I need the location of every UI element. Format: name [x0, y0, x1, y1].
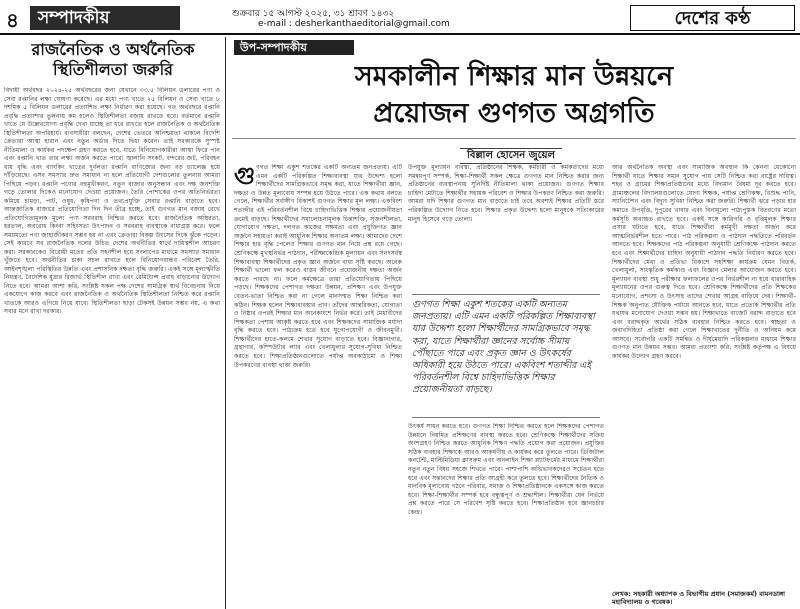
header-rule [0, 33, 800, 35]
sub-editorial-label: উপ-সম্পাদকীয় [234, 40, 354, 55]
headline-line-1: সমকালীন শিক্ষার মান উন্নয়নে [354, 61, 674, 92]
pull-quote: গুণগত শিক্ষা একুশ শতকের একটি অন্যতম জনপ্রত্যয়। এটি এমন একটি পরিকল্পিত শিক্ষাব্যবস্থা যার উদ্দেশ্য হলো শিক্ষার্থীদের সামগ্রিকভাবে সমৃদ্ধ করা, যাতে শিক্ষার্থীরা জ্ঞানের সর্বোচ্চ সীমায় পৌঁছাতে পারে এবং প্রকৃত জ্ঞান ও উৎকর্ষের অধিকারী হয়ে উঠতে পারে। একবিংশ শতাব্দীর এই পরিবর্তনশীল বিশ্বে চাহিদাভিত্তিক শিক্ষার প্রয়োজনীয়তা বাড়ছে। [412, 294, 600, 418]
newspaper-masthead: দেশের কণ্ঠ [630, 5, 795, 31]
article-column-1 [234, 164, 402, 604]
dateline: শুক্রবার ১৫ আগস্ট ২০২৫, ৩১ শ্রাবণ ১৪৩২ [232, 9, 395, 19]
column-divider [225, 37, 226, 609]
editorial-email: e-mail : desherkanthaeditorial@gmail.com [258, 19, 450, 29]
article-column-2: উপযুক্ত মূল্যায়ন ব্যবস্থা, প্রতিষ্ঠানের শিক্ষক, কর্মচারী ও কর্মকর্তাদের মধ্যে সমন্বয়পূর্ণ সম্পর্ক, শিক্ষা-শিক্ষার্থী সকল ক্ষেত্রে গুণগত মান নিশ্চিত করার জন্য প্রতিষ্ঠানের ব্যবস্থাপনায় সুনির্দিষ্ট নীতিমালা থাকা প্রয়োজন। গুণগত শিক্ষার চাহিদা মেটাতে শিক্ষার্থীর সহায়ক পরিবেশ ও শিক্ষার উপকরণ নিশ্চিত করা জরুরি। আমরা যদি শিক্ষার গুণগত মান বাড়াতে চাই তবে অবশ্যই শিক্ষার প্রতিটি স্তরে পরিকল্পিত উদ্যোগ নিতে হবে। শিক্ষার প্রকৃত উদ্দেশ্য হলো মানুষকে সত্যিকারের মানুষ হিসেবে গড়ে তোলা। [408, 164, 604, 223]
author-note: লেখক: সহকারী অধ্যাপক ও বিভাগীয় প্রধান (সমাজকর্ম) বামনডাঙ্গা মহাবিদ্যালয় ও গবেষক। [612, 590, 786, 606]
drop-cap: গু [234, 162, 256, 190]
article-headline [236, 58, 792, 132]
article-column-3: আর অর্থনৈতিক অবস্থা এবং সামাজিক অবস্থান কি কেননা যেকোনো শিক্ষার্থী যাতে শিক্ষার সমান সুযোগ পায় সেটি নিশ্চিত করা রাষ্ট্রের দায়িত্ব। শহর ও গ্রামের শিক্ষাপ্রতিষ্ঠানের মধ্যে বিদ্যমান বৈষম্য দূর করতে হবে। গ্রামাঞ্চলের বিদ্যালয়গুলোতে যোগ্য শিক্ষক, পর্যাপ্ত শ্রেণিকক্ষ, বিশুদ্ধ পানি, স্যানিটেশন এবং বিদ্যুৎ সুবিধা নিশ্চিত করা জরুরি। শিক্ষার্থী ঝরে পড়ার হার কমাতে উপবৃত্তি, দুপুরের খাবার এবং বিনামূল্যে পাঠ্যপুস্তক বিতরণের মতো কর্মসূচি অব্যাহত রাখতে হবে। একই সঙ্গে কারিগরি ও বৃত্তিমূলক শিক্ষার প্রসার ঘটাতে হবে, যাতে শিক্ষার্থীরা কর্মমুখী দক্ষতা অর্জন করে আত্মনির্ভরশীল হতে পারে। পাঠ পরিকল্পনা ও পাঠদান পদ্ধতিতে পরিবর্তন আনতে হবে। শিক্ষকদের পাঠ পরিকল্পনা অনুযায়ী শ্রেণিকক্ষে পাঠদান করতে হবে এবং শিক্ষার্থীদের চাহিদা অনুযায়ী পাঠদান পদ্ধতি নির্ধারণ করতে হবে। শিক্ষার্থীদের মেধা ও প্রতিভা বিকাশে সহশিক্ষা কার্যক্রম যেমন বিতর্ক, খেলাধুলা, সাংস্কৃতিক কর্মকাণ্ড এবং বিজ্ঞান মেলার আয়োজন করতে হবে। মূল্যায়ন ব্যবস্থা শুধু পরীক্ষার ফলাফলের ওপর নির্ভরশীল না হয়ে ধারাবাহিক মূল্যায়নের ওপর গুরুত্ব দিতে হবে। শ্রেণিকক্ষে শিক্ষার্থীদের প্রতি শিক্ষকের মনোযোগ, প্রশংসা ও উৎসাহ তাদের শেখার আগ্রহ বাড়িয়ে দেয়। শিক্ষার্থী-শিক্ষক অনুপাত যৌক্তিক পর্যায়ে আনতে হবে, যাতে প্রত্যেক শিক্ষার্থীর প্রতি যথাযথ মনোযোগ দেওয়া সম্ভব হয়। শিক্ষাখাতে বাজেট বরাদ্দ বাড়াতে হবে এবং বরাদ্দকৃত অর্থের সঠিক ব্যবহার নিশ্চিত করতে হবে। স্বচ্ছতা ও জবাবদিহিতা প্রতিষ্ঠা করা গেলে শিক্ষাখাতের দুর্নীতি ও অনিয়ম কমে আসবে। সর্বোপরি একটি সমন্বিত ও দীর্ঘমেয়াদি পরিকল্পনার মাধ্যমে শিক্ষার গুণগত মান উন্নয়ন সম্ভব। আমরা প্রত্যাশা করি, সংশ্লিষ্ট কর্তৃপক্ষ এ বিষয়ে কার্যকর উদ্যোগ গ্রহণ করবে। [612, 164, 796, 361]
author-byline: বিল্লাল হোসেন জুয়েল [460, 148, 562, 164]
editorial-body: বিদায়ী অর্থবছর ২০২৪-২৫ অর্থবছরের জন্য যেখানে ৩৩.৫ বিলিয়ন ডলারের পণ্য ও সেবা রপ্তানির লক্ষ্য ঘোষণা করেছে। এর মধ্যে পণ্য খাতে ২৫ বিলিয়ন ও সেবা খাতে ৮ দশমিক ৫ বিলিয়ন ডলারের প্রত্যাশিত লক্ষ্য নির্ধারণ করা হয়েছে। গত অর্থবছরে রপ্তানি প্রবৃদ্ধি প্রত্যাশার তুলনায় কম হলেও স্থিতিশীলতা বজায় রাখতে হবে। বর্তমানে রপ্তানি খাতে যে উল্লেখযোগ্য প্রবৃদ্ধি দেখা যাচ্ছে তা ধরে রাখতে হলে রাজনৈতিক ও অর্থনৈতিক স্থিতিশীলতা অপরিহার্য। ব্যবসায়ীরা বলছেন, দেশের ভেতরে অনিশ্চয়তা থাকলে বিদেশি ক্রেতারা আস্থা হারান এবং নতুন অর্ডার দিতে দ্বিধা করেন। তাই সরকারকে সুস্পষ্ট নীতিমালা ও কার্যকর পদক্ষেপ গ্রহণ করতে হবে, যাতে বিনিয়োগকারীরা আস্থা ফিরে পান এবং রপ্তানি খাত তার লক্ষ্য অর্জন করতে পারে। জ্বালানি সংকট, বন্দরের জট, পরিবহন ব্যয় বৃদ্ধি এবং ব্যাংকিং খাতের দুর্বলতা রপ্তানি বাণিজ্যের জন্য বড় চ্যালেঞ্জ হয়ে দাঁড়িয়েছে। এসব সমস্যার দ্রুত সমাধান না হলে প্রতিযোগী দেশগুলোর তুলনায় আমরা পিছিয়ে পড়ব। রপ্তানি পণ্যের বহুমুখীকরণ, নতুন বাজার অনুসন্ধান এবং দক্ষ জনশক্তি গড়ে তোলার দিকেও মনোযোগ দেওয়া প্রয়োজন। তৈরি পোশাকের ওপর অতিনির্ভরতা কমিয়ে চামড়া, পাট, ওষুধ, কৃষিপণ্য ও তথ্যপ্রযুক্তি সেবার রপ্তানি বাড়াতে হবে। আন্তর্জাতিক বাজারে প্রতিযোগিতা দিন দিন তীব্র হচ্ছে, তাই গুণগত মান বজায় রেখে প্রতিযোগিতামূলক মূল্যে পণ্য সরবরাহ নিশ্চিত করতে হবে। রাজনৈতিক অস্থিরতা, হরতাল, অবরোধ কিংবা সহিংসতা উৎপাদন ও সরবরাহ ব্যবস্থাকে বাধাগ্রস্ত করে। ফলে সময়মতো পণ্য জাহাজীকরণ সম্ভব হয় না এবং ক্রেতারা বিকল্প উৎসের দিকে ঝুঁকে পড়েন। সেই কারণে সব রাজনৈতিক দলের উচিত দেশের অর্থনীতির স্বার্থে দায়িত্বশীল আচরণ করা। সরকারকেও বিরোধী মতের প্রতি সহনশীল হয়ে সংলাপের মাধ্যমে সমস্যার সমাধান খুঁজতে হবে। অর্থনীতির চাকা সচল রাখতে হলে বিনিয়োগবান্ধব পরিবেশ তৈরি, আইনশৃঙ্খলা পরিস্থিতির উন্নতি এবং প্রশাসনিক দক্ষতা বৃদ্ধি জরুরি। একই সঙ্গে মূল্যস্ফীতি নিয়ন্ত্রণ, বৈদেশিক মুদ্রার রিজার্ভ স্থিতিশীল রাখা এবং রেমিট্যান্স প্রবাহ বাড়ানোর উদ্যোগ নিতে হবে। আমরা আশা করি, সংশ্লিষ্ট সকল পক্ষ দেশের সামগ্রিক স্বার্থ বিবেচনায় নিয়ে একযোগে কাজ করবে এবং রাজনৈতিক ও অর্থনৈতিক স্থিতিশীলতা নিশ্চিত করে রপ্তানি খাতকে আরও এগিয়ে নিয়ে যাবে। স্থিতিশীলতা ছাড়া টেকসই উন্নয়ন সম্ভব নয়, এ কথা সবার মনে রাখা দরকার। [4, 87, 220, 315]
headline-line-2: প্রয়োজন গুণগত অগ্রগতি [373, 98, 655, 129]
headline-rule [232, 138, 796, 139]
section-title: সম্পাদকীয় [30, 6, 180, 30]
page-number: ৪ [6, 8, 19, 32]
article-column-2-continued: উৎকর্ষ সাধন করতে হবে। গুণগত শিক্ষা নিশ্চিত করতে হলে শিক্ষকদের পেশাগত উন্নয়নে নিয়মিত প্রশিক্ষণের ব্যবস্থা করতে হবে। শ্রেণিকক্ষে শিক্ষার্থীদের সক্রিয় অংশগ্রহণ নিশ্চিত করতে আধুনিক শিক্ষণ পদ্ধতি প্রয়োগ করা প্রয়োজন। প্রযুক্তির সঠিক ব্যবহার শিক্ষাকে আরও আকর্ষণীয় ও কার্যকর করে তুলতে পারে। ডিজিটাল কনটেন্ট, মাল্টিমিডিয়া ক্লাসরুম এবং অনলাইন শিক্ষা প্ল্যাটফর্মের মাধ্যমে শিক্ষার্থীরা নতুন নতুন বিষয় সহজে শিখতে পারে। পাশাপাশি অভিভাবকদেরও সচেতন হতে হবে এবং সন্তানদের শিক্ষার প্রতি আগ্রহী করে তুলতে হবে। শিক্ষার্থীদের নৈতিক ও মানবিক মূল্যবোধ গঠনে পরিবার, সমাজ ও শিক্ষাপ্রতিষ্ঠানকে একসঙ্গে কাজ করতে হবে। শিক্ষা-শিক্ষার্থীর সম্পর্ক হবে বন্ধুত্বপূর্ণ ও শ্রদ্ধাশীল। শিক্ষার্থীরা যেন নির্ভয়ে প্রশ্ন করতে পারে সে পরিবেশ সৃষ্টি করতে হবে। শিক্ষাপ্রতিষ্ঠান হবে জ্ঞানচর্চার কেন্দ্র। [408, 423, 604, 516]
editorial-title: রাজনৈতিক ও অর্থনৈতিক স্থিতিশীলতা জরুরি [31, 40, 195, 79]
article-column-1-text: ণগত শিক্ষা একুশ শতকের একটি অন্যতম জনপ্রত্যয়। এটি এমন একটি পরিকল্পিত শিক্ষাব্যবস্থা যার উদ্দেশ্য হলো শিক্ষার্থীদের সামগ্রিকভাবে সমৃদ্ধ করা, যাতে শিক্ষার্থীরা জ্ঞান, দক্ষতা ও উন্নত মূল্যবোধ সম্পন্ন হয়ে উঠতে পারে। এক কথায় বলতে গেলে, শিক্ষার্থীর সর্বাঙ্গীণ বিকাশই গুণগত শিক্ষার মূল লক্ষ্য। একবিংশ শতাব্দীর এই পরিবর্তনশীল বিশ্বে চাহিদাভিত্তিক শিক্ষার প্রয়োজনীয়তা ক্রমেই বাড়ছে। শিক্ষার্থীদের সমালোচনামূলক চিন্তাশক্তি, সৃজনশীলতা, যোগাযোগ দক্ষতা, দলগত কাজের সক্ষমতা এবং প্রযুক্তিগত জ্ঞান অর্জনে সহায়তা করাই আধুনিক শিক্ষার অন্যতম লক্ষ্য। আমাদের দেশে শিক্ষার হার বৃদ্ধি পেলেও শিক্ষার গুণগত মান নিয়ে প্রশ্ন রয়ে গেছে। শ্রেণিকক্ষে মুখস্থনির্ভর পাঠদান, পরীক্ষাকেন্দ্রিক মূল্যায়ন এবং সনদসর্বস্ব শিক্ষাব্যবস্থা শিক্ষার্থীদের প্রকৃত জ্ঞান অর্জনে বাধা সৃষ্টি করছে। অনেক শিক্ষার্থী ভালো ফল করেও বাস্তব জীবনে প্রয়োজনীয় দক্ষতা অর্জন করতে পারছে না। ফলে কর্মক্ষেত্রে তারা প্রতিযোগিতায় পিছিয়ে পড়ছে। শিক্ষকদের পেশাগত দক্ষতা উন্নয়ন, প্রশিক্ষণ এবং উপযুক্ত বেতন-ভাতা নিশ্চিত করা না গেলে মানসম্মত শিক্ষা নিশ্চিত করা কঠিন। শিক্ষক হলেন শিক্ষাব্যবস্থার প্রাণ। তাঁদের আন্তরিকতা, যোগ্যতা ও নিষ্ঠার ওপরই শিক্ষার মান অনেকাংশে নির্ভর করে। তাই মেধাবীদের শিক্ষকতা পেশায় আকৃষ্ট করতে হবে এবং শিক্ষকদের সামাজিক মর্যাদা বৃদ্ধি করতে হবে। পাঠ্যক্রম হতে হবে যুগোপযোগী ও জীবনমুখী। শিক্ষার্থীদের হাতে-কলমে শেখার সুযোগ বাড়াতে হবে। বিজ্ঞানাগার, গ্রন্থাগার, কম্পিউটার ল্যাব এবং খেলাধুলার সুযোগ-সুবিধা নিশ্চিত করতে হবে। শিক্ষাপ্রতিষ্ঠানগুলোতে পর্যাপ্ত অবকাঠামো ও শিক্ষা উপকরণের ব্যবস্থা থাকা জরুরি। [234, 164, 402, 369]
